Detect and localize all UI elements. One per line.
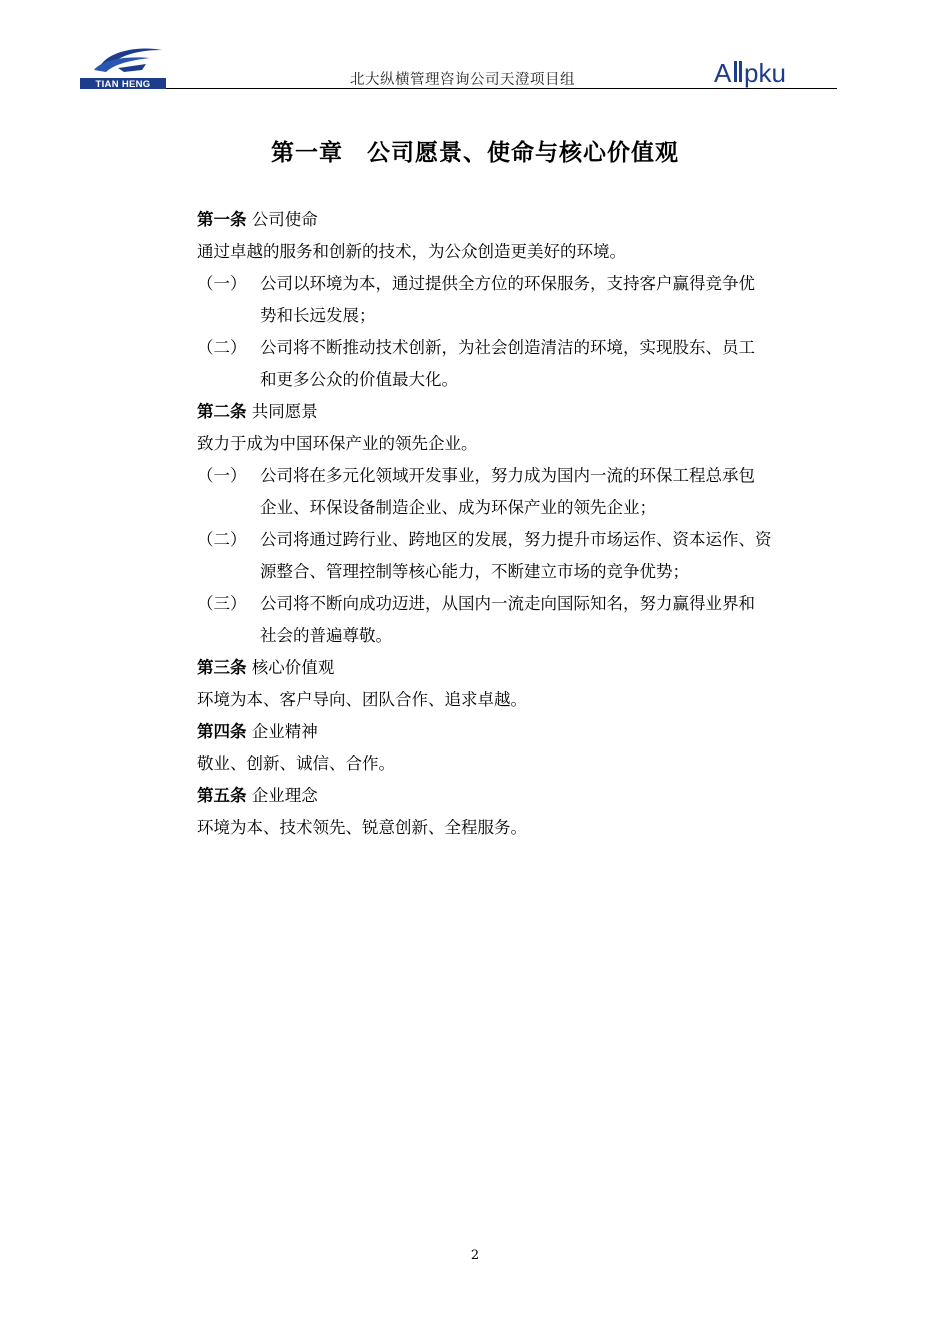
list-item [197, 460, 837, 524]
article-statement: 敬业、创新、诚信、合作。 [197, 754, 395, 773]
tianheng-logo [80, 44, 166, 90]
article-name: 核心价值观 [251, 658, 335, 677]
item-text-cont: 势和长远发展； [260, 306, 376, 325]
header-rule [166, 88, 837, 89]
item-text: 公司将在多元化领域开发事业，努力成为国内一流的环保工程总承包 [260, 466, 755, 485]
article-statement: 环境为本、技术领先、锐意创新、全程服务。 [197, 818, 527, 837]
item-text: 公司以环境为本，通过提供全方位的环保服务，支持客户赢得竞争优 [260, 274, 755, 293]
article-heading [197, 780, 837, 812]
svg-text:TIAN HENG: TIAN HENG [95, 79, 151, 90]
article-name: 企业理念 [251, 786, 318, 805]
item-number: （一） [197, 466, 247, 485]
list-item [197, 268, 837, 332]
page-number: 2 [470, 1248, 480, 1263]
svg-text:A: A [714, 58, 732, 88]
article-label: 第三条 [197, 658, 247, 677]
item-text-cont: 源整合、管理控制等核心能力，不断建立市场的竞争优势； [260, 562, 689, 581]
list-item [197, 524, 837, 588]
list-item [197, 332, 837, 396]
item-text: 公司将不断推动技术创新，为社会创造清洁的环境，实现股东、员工 [260, 338, 755, 357]
chapter-number: 第一章 [271, 139, 343, 166]
item-number: （二） [197, 530, 247, 549]
article-heading [197, 396, 837, 428]
article-heading [197, 716, 837, 748]
article-label: 第五条 [197, 786, 247, 805]
article-heading [197, 204, 837, 236]
document-body [197, 204, 837, 844]
item-text: 公司将不断向成功迈进，从国内一流走向国际知名，努力赢得业界和 [260, 594, 755, 613]
article-label: 第一条 [197, 210, 247, 229]
article-name: 企业精神 [251, 722, 318, 741]
item-number: （二） [197, 338, 247, 357]
item-number: （一） [197, 274, 247, 293]
article-label: 第二条 [197, 402, 247, 421]
item-text-cont: 企业、环保设备制造企业、成为环保产业的领先企业； [260, 498, 656, 517]
item-text: 公司将通过跨行业、跨地区的发展，努力提升市场运作、资本运作、资 [260, 530, 772, 549]
article-heading [197, 652, 837, 684]
svg-text:pku: pku [744, 58, 786, 88]
chapter-heading: 公司愿景、使命与核心价值观 [367, 139, 679, 166]
item-text-cont: 社会的普遍尊敬。 [260, 626, 392, 645]
page-header [80, 44, 837, 90]
item-number: （三） [197, 594, 247, 613]
article-name: 共同愿景 [251, 402, 318, 421]
article-statement: 致力于成为中国环保产业的领先企业。 [197, 434, 478, 453]
allpku-logo [712, 56, 812, 88]
chapter-title [0, 134, 950, 167]
article-statement: 环境为本、客户导向、团队合作、追求卓越。 [197, 690, 527, 709]
list-item [197, 588, 837, 652]
header-title: 北大纵横管理咨询公司天澄项目组 [350, 72, 575, 88]
article-label: 第四条 [197, 722, 247, 741]
item-text-cont: 和更多公众的价值最大化。 [260, 370, 458, 389]
article-name: 公司使命 [251, 210, 318, 229]
article-statement: 通过卓越的服务和创新的技术，为公众创造更美好的环境。 [197, 242, 626, 261]
